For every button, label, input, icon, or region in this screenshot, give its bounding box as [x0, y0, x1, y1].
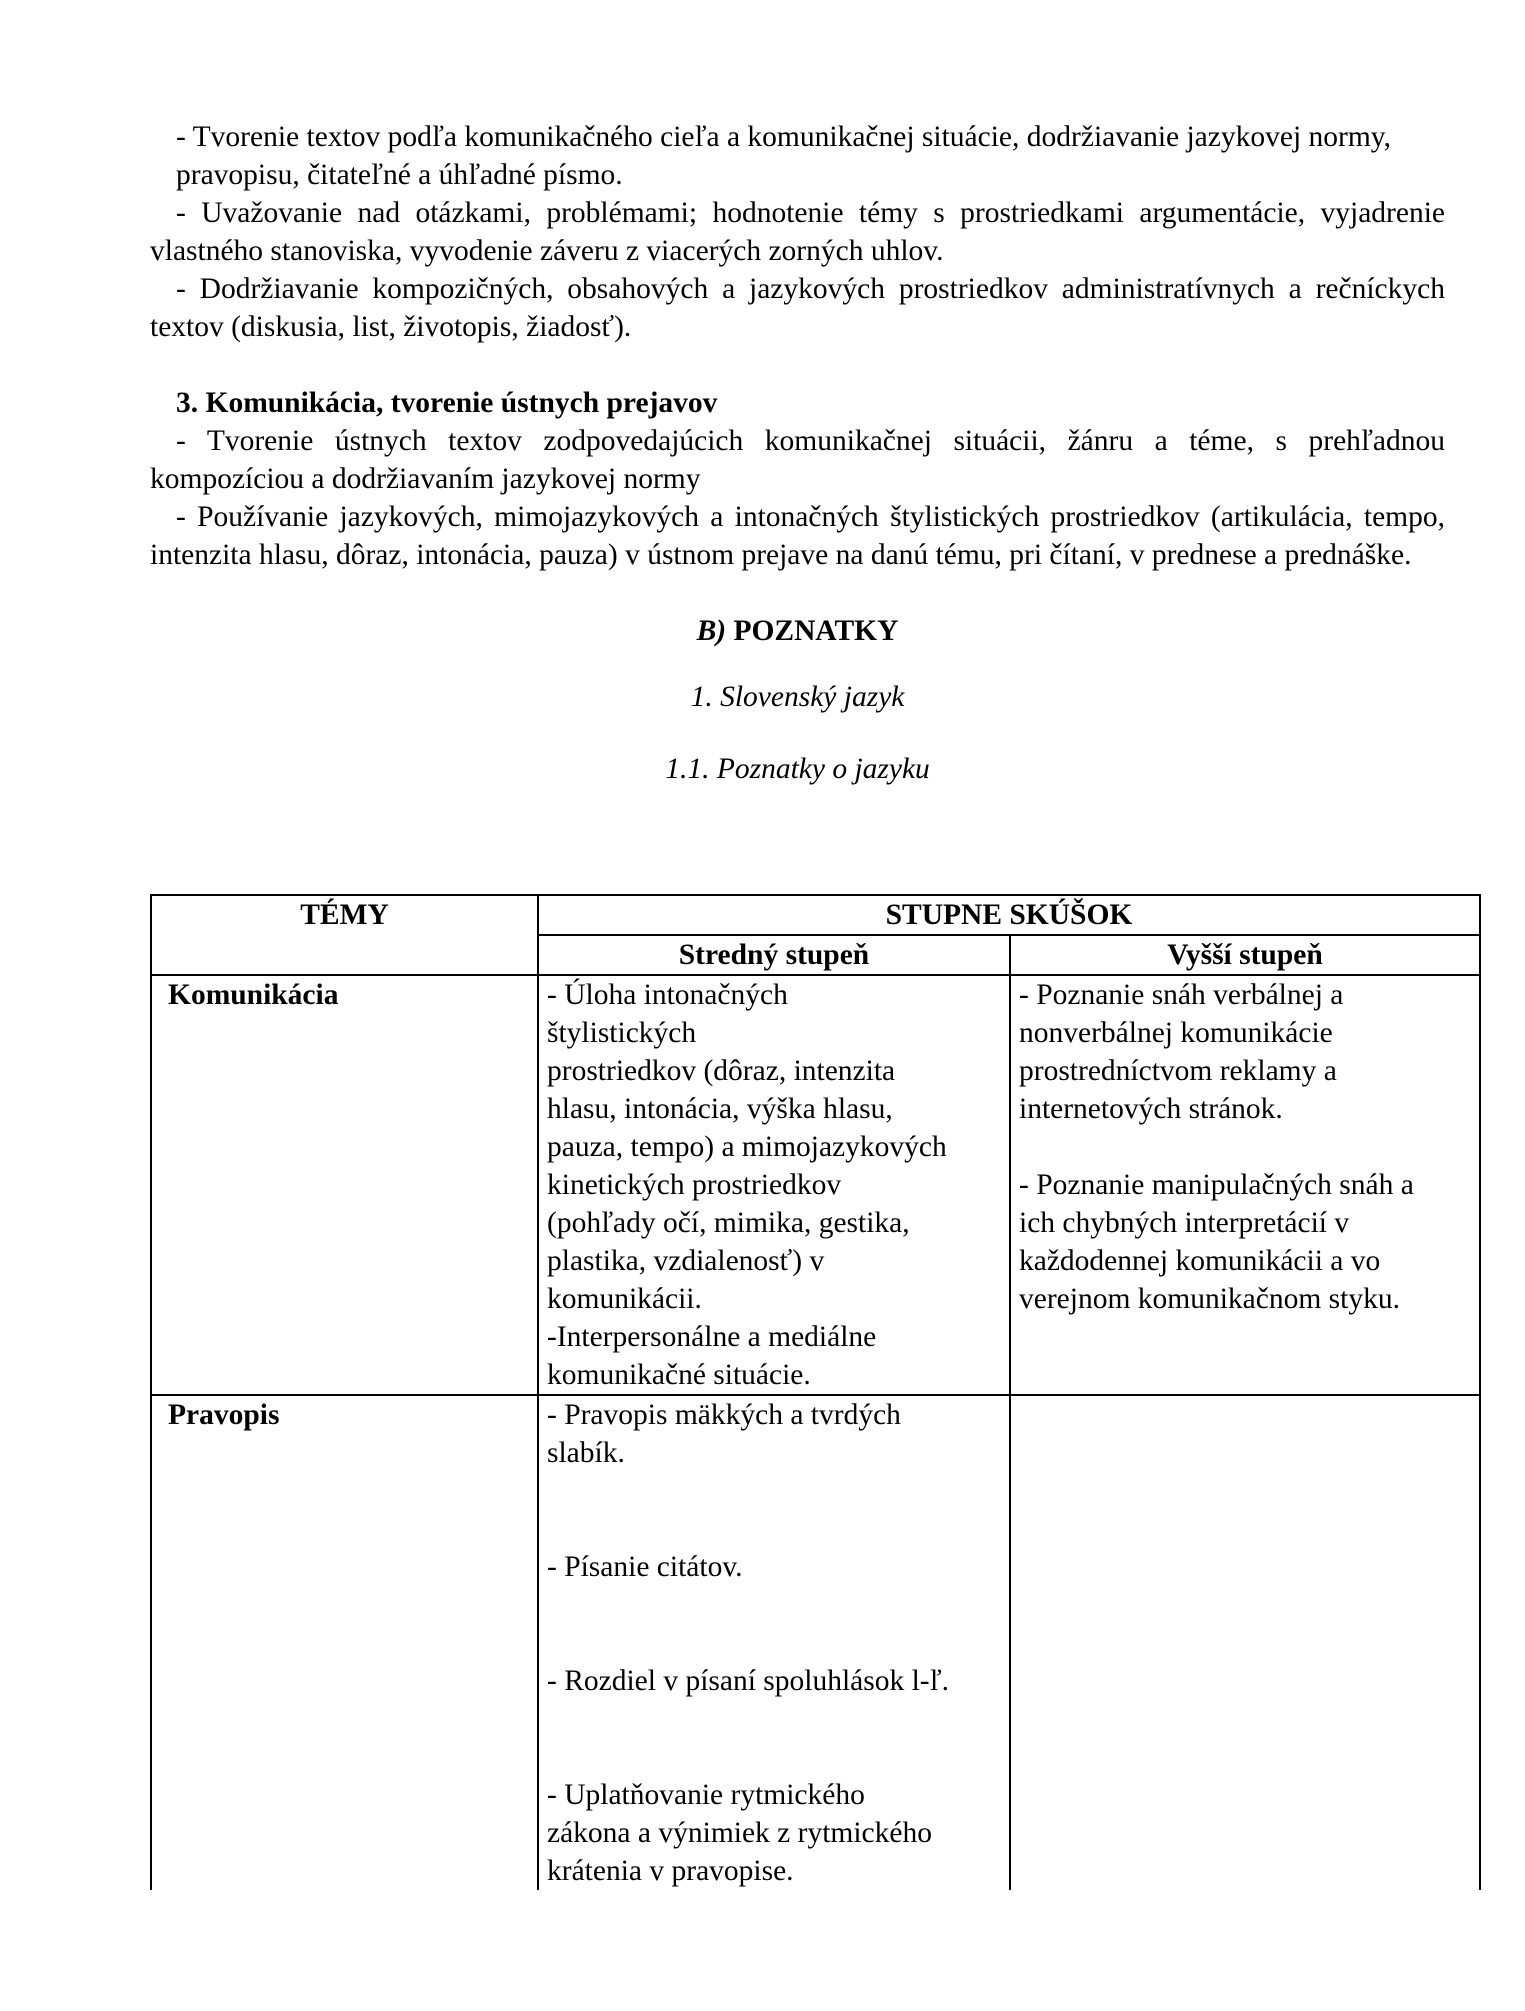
exam-topics-table	[150, 894, 1481, 1890]
cell-line: prostriedkov (dôraz, intenzita	[547, 1055, 896, 1087]
subsection-1-title: 1. Slovenský jazyk	[690, 681, 905, 713]
cell-line: komunikácii.	[547, 1283, 702, 1315]
table-row	[151, 1395, 1480, 1890]
section-b-title: POZNATKY	[733, 615, 899, 647]
cell-line: -Interpersonálne a mediálne	[547, 1321, 877, 1353]
document-page	[150, 118, 1445, 1887]
header-topics: TÉMY	[151, 895, 538, 975]
cell-line: ich chybných interpretácií v	[1019, 1207, 1350, 1239]
table-row	[151, 975, 1480, 1395]
header-high-level: Vyšší stupeň	[1010, 935, 1480, 975]
spacer	[547, 1700, 1001, 1776]
cell-line: (pohľady očí, mimika, gestika,	[547, 1207, 910, 1239]
cell-line: zákona a výnimiek z rytmického	[547, 1817, 932, 1849]
row-high-cell	[1010, 1395, 1480, 1890]
header-mid-level: Stredný stupeň	[538, 935, 1010, 975]
cell-line: - Úloha intonačných	[547, 979, 788, 1011]
subsection-1-1-title: 1.1. Poznatky o jazyku	[665, 753, 930, 785]
row-mid-cell	[538, 975, 1010, 1395]
section-3-heading: 3. Komunikácia, tvorenie ústnych prejavov	[176, 387, 718, 419]
cell-line: krátenia v pravopise.	[547, 1855, 794, 1887]
intro-paragraph-3: - Dodržiavanie kompozičných, obsahových a jazykových prostriedkov administratívnych a rečníckych textov (diskusia, list, životopis, žiadosť).	[150, 273, 1445, 343]
cell-line: slabík.	[547, 1437, 625, 1469]
spacer	[547, 1472, 1001, 1548]
section-b-heading	[150, 612, 1445, 650]
spacer	[547, 1586, 1001, 1662]
cell-line: - Písanie citátov.	[547, 1551, 743, 1583]
cell-line: plastika, vzdialenosť) v	[547, 1245, 825, 1277]
cell-line: pauza, tempo) a mimojazykových	[547, 1131, 947, 1163]
cell-line: komunikačné situácie.	[547, 1359, 811, 1391]
cell-line: nonverbálnej komunikácie	[1019, 1017, 1333, 1049]
cell-line: prostredníctvom reklamy a	[1019, 1055, 1337, 1087]
cell-line	[1019, 1128, 1471, 1166]
row-high-cell	[1010, 975, 1480, 1395]
cell-line: - Poznanie manipulačných snáh a	[1019, 1169, 1414, 1201]
table-header-row	[151, 895, 1480, 935]
intro-paragraph-2: - Uvažovanie nad otázkami, problémami; hodnotenie témy s prostriedkami argumentácie, vyjadrenie vlastného stanoviska, vyvodenie záveru z viacerých zorných uhlov.	[150, 197, 1445, 267]
cell-line: štylistických	[547, 1017, 697, 1049]
cell-line: - Pravopis mäkkých a tvrdých	[547, 1399, 901, 1431]
section-3-paragraph-2: - Používanie jazykových, mimojazykových a intonačných štylistických prostriedkov (artikulácia, tempo, intenzita hlasu, dôraz, intonácia, pauza) v ústnom prejave na danú tému, pri čítaní, v prednese a prednáške.	[150, 501, 1445, 571]
row-mid-cell	[538, 1395, 1010, 1890]
cell-line: kinetických prostriedkov	[547, 1169, 842, 1201]
row-topic: Komunikácia	[151, 975, 538, 1395]
cell-line: - Uplatňovanie rytmického	[547, 1779, 865, 1811]
header-levels: STUPNE SKÚŠOK	[538, 895, 1480, 935]
cell-line: verejnom komunikačnom styku.	[1019, 1283, 1400, 1315]
cell-line: - Poznanie snáh verbálnej a	[1019, 979, 1344, 1011]
cell-line: - Rozdiel v písaní spoluhlások l-ľ.	[547, 1665, 949, 1697]
intro-paragraph-1: - Tvorenie textov podľa komunikačného cieľa a komunikačnej situácie, dodržiavanie jazykovej normy,	[176, 121, 1392, 153]
cell-line: hlasu, intonácia, výška hlasu,	[547, 1093, 893, 1125]
cell-line: internetových stránok.	[1019, 1093, 1283, 1125]
section-b-letter: B)	[696, 615, 727, 647]
intro-paragraph-1-cont: pravopisu, čitateľné a úhľadné písmo.	[176, 159, 623, 191]
cell-line: každodennej komunikácii a vo	[1019, 1245, 1381, 1277]
section-3-paragraph-1: - Tvorenie ústnych textov zodpovedajúcich komunikačnej situácii, žánru a téme, s prehľadnou kompozíciou a dodržiavaním jazykovej normy	[150, 425, 1445, 495]
row-topic: Pravopis	[151, 1395, 538, 1890]
